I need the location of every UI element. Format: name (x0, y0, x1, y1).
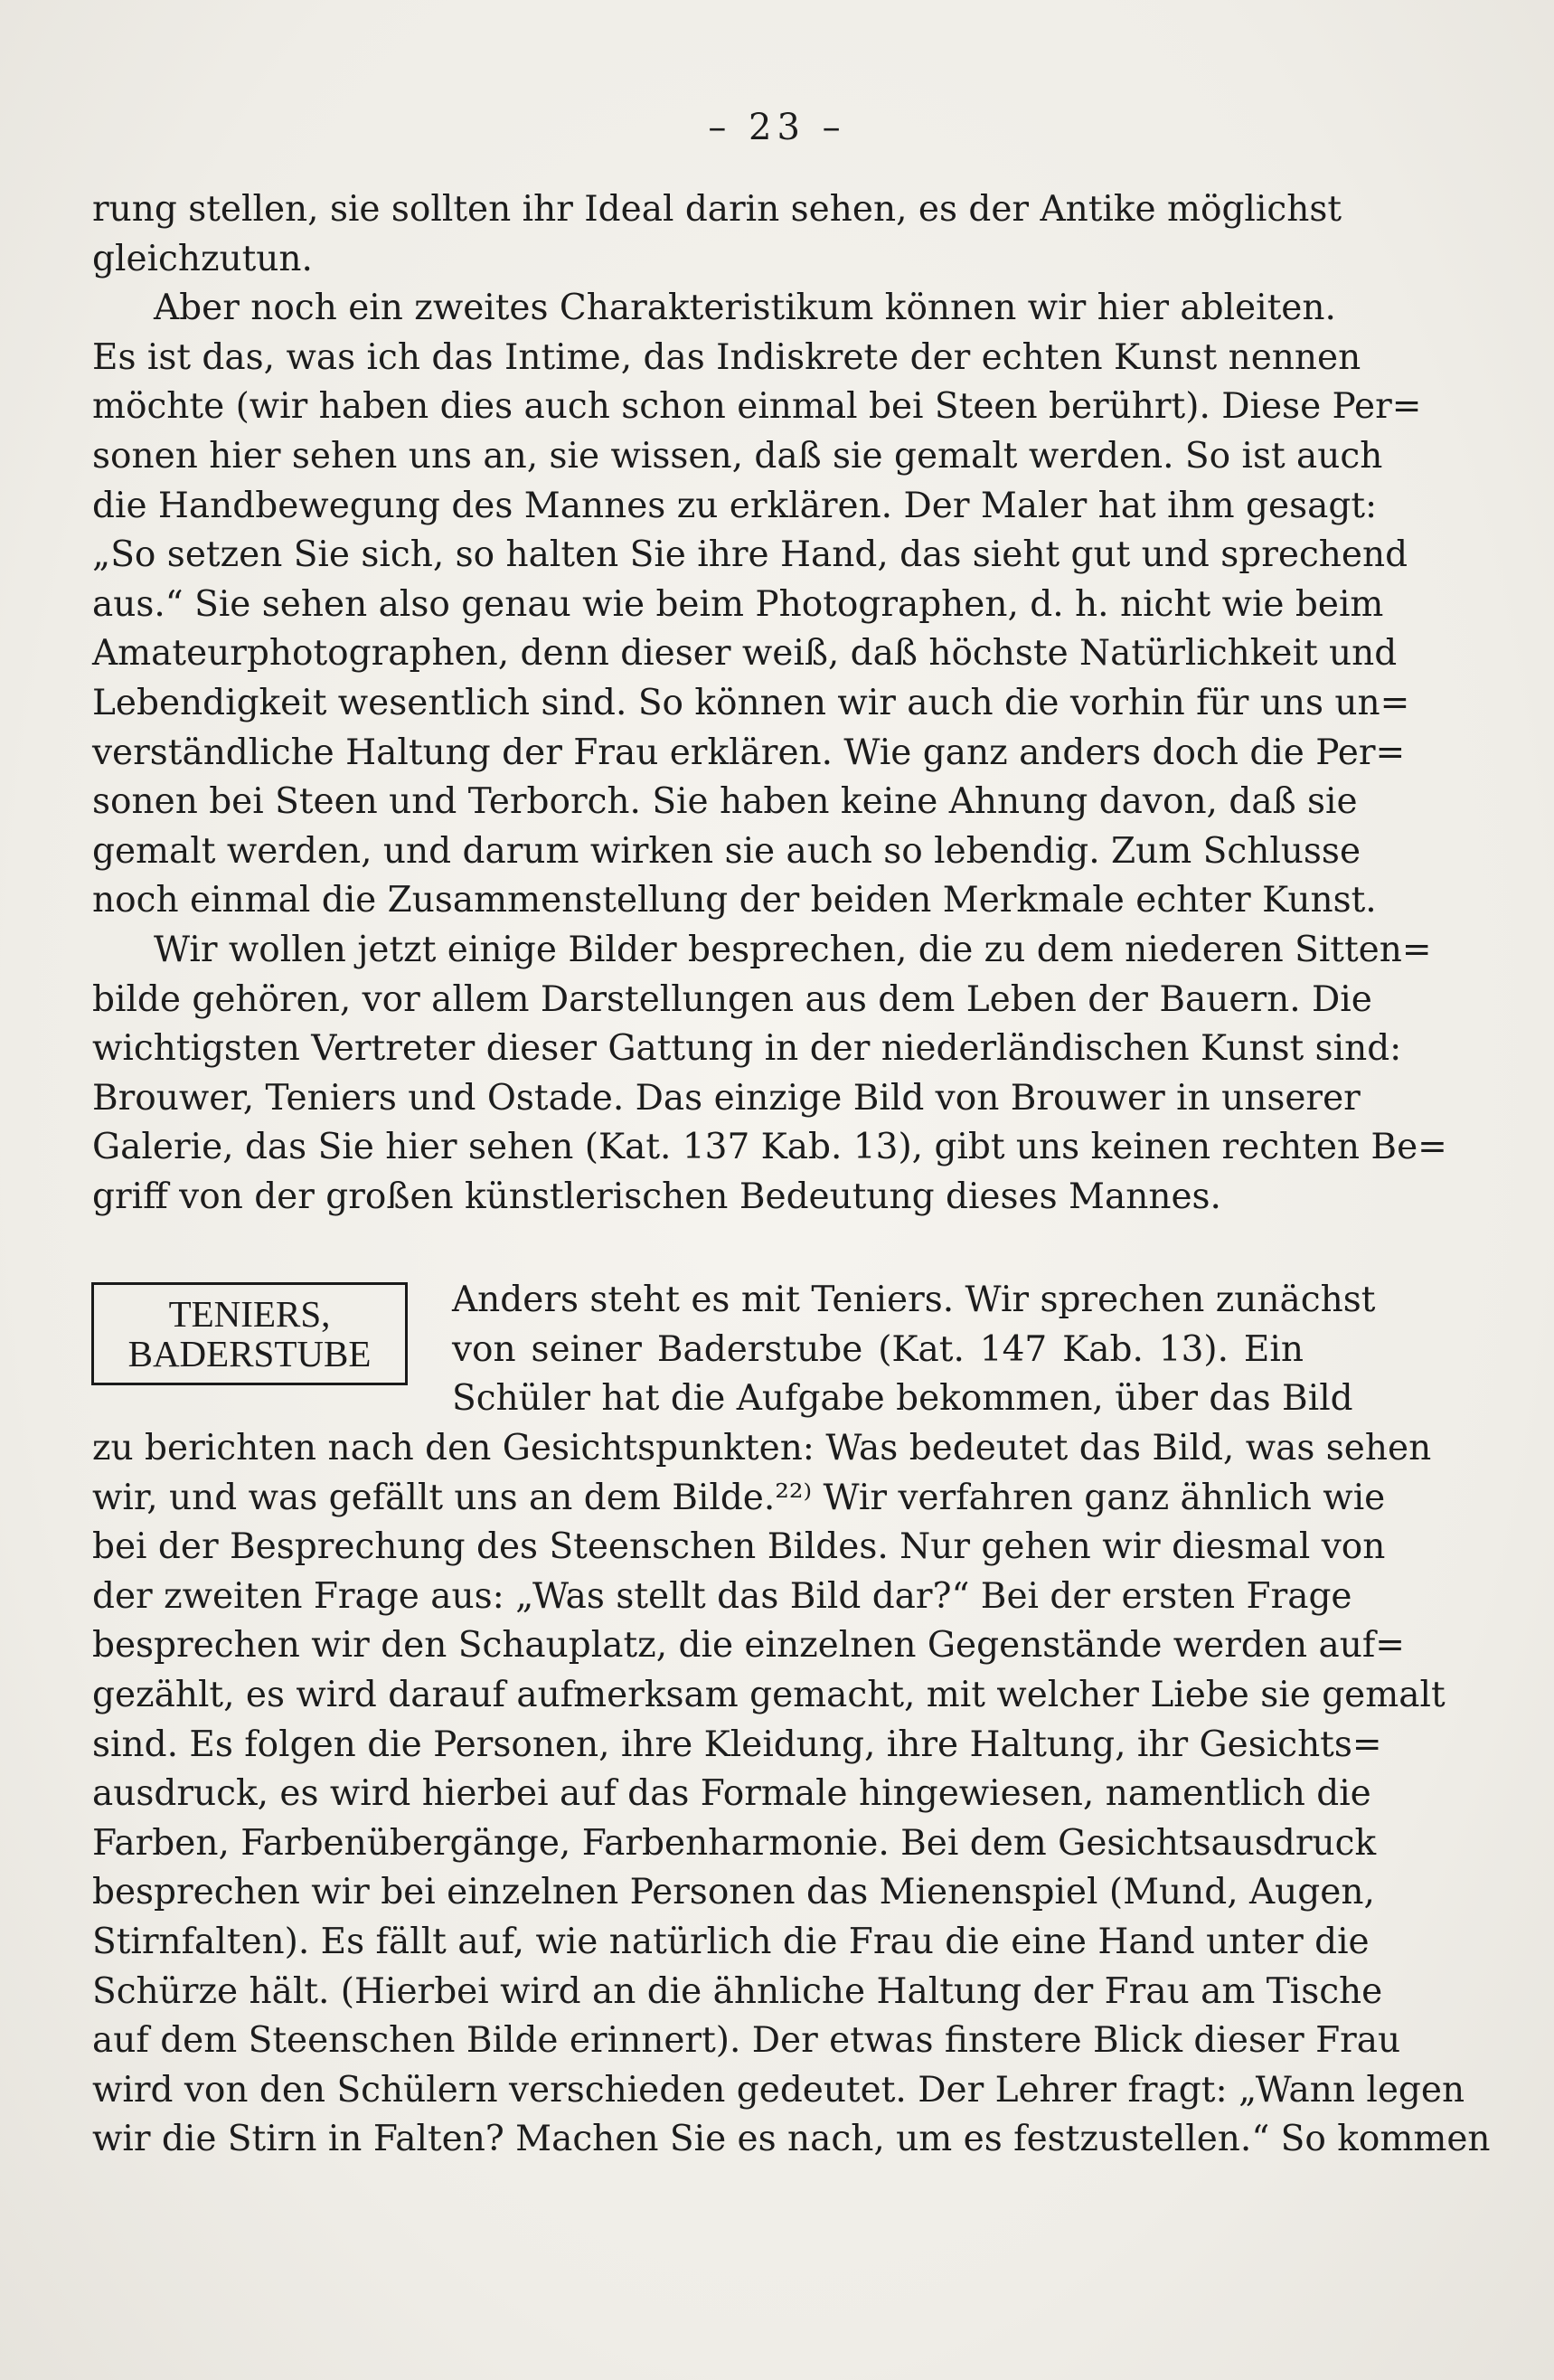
text-line: die Handbewegung des Mannes zu erklären. Der Maler hat ihm gesagt: (92, 485, 1378, 526)
margin-heading-line1: TENIERS, (168, 1293, 331, 1335)
text-line: Lebendigkeit wesentlich sind. So können wir auch die vorhin für uns un= (92, 682, 1410, 723)
text-line: gemalt werden, und darum wirken sie auch so lebendig. Zum Schlusse (92, 830, 1361, 872)
text-line: gezählt, es wird darauf aufmerksam gemacht, mit welcher Liebe sie gemalt (92, 1674, 1446, 1715)
paragraph-block-top (92, 185, 1447, 1222)
text-line: bilde gehören, vor allem Darstellungen aus dem Leben der Bauern. Die (92, 978, 1372, 1020)
text-line: noch einmal die Zusammenstellung der beiden Merkmale echter Kunst. (92, 880, 1377, 921)
text-line: Wir wollen jetzt einige Bilder besprechen, die zu dem niederen Sitten= (154, 929, 1432, 970)
text-line: wird von den Schülern verschieden gedeutet. Der Lehrer fragt: „Wann legen (92, 2069, 1465, 2111)
text-line: griff von der großen künstlerischen Bedeutung dieses Mannes. (92, 1176, 1221, 1217)
text-line: möchte (wir haben dies auch schon einmal bei Steen berührt). Diese Per= (92, 386, 1422, 428)
text-line: Es ist das, was ich das Intime, das Indiskrete der echten Kunst nennen (92, 336, 1361, 378)
text-line: auf dem Steenschen Bilde erinnert). Der etwas finstere Blick dieser Frau (92, 2020, 1401, 2062)
text-line: sonen hier sehen uns an, sie wissen, daß sie gemalt werden. So ist auch (92, 435, 1383, 477)
paragraph-block-bottom (92, 1424, 1491, 2165)
text-line: wir, und was gefällt uns an dem Bilde.²²⁾ Wir verfahren ganz ähnlich wie (92, 1477, 1386, 1518)
text-line: rung stellen, sie sollten ihr Ideal darin sehen, es der Antike möglichst (92, 189, 1342, 230)
text-line: ausdruck, es wird hierbei auf das Formale hingewiesen, namentlich die (92, 1773, 1371, 1815)
text-line: Brouwer, Teniers und Ostade. Das einzige Bild von Brouwer in unserer (92, 1077, 1361, 1119)
margin-heading-box (91, 1282, 408, 1385)
text-line: „So setzen Sie sich, so halten Sie ihre Hand, das sieht gut und sprechend (92, 534, 1408, 576)
text-line: Amateurphotographen, denn dieser weiß, daß höchste Natürlichkeit und (92, 633, 1398, 675)
page-number (0, 107, 1554, 148)
text-line: aus.“ Sie sehen also genau wie beim Photographen, d. h. nicht wie beim (92, 583, 1384, 625)
text-line: besprechen wir den Schauplatz, die einzelnen Gegenstände werden auf= (92, 1625, 1405, 1667)
text-line: bei der Besprechung des Steenschen Bildes. Nur gehen wir diesmal von (92, 1526, 1386, 1568)
margin-heading-line2: BADERSTUBE (127, 1333, 372, 1374)
text-line: sind. Es folgen die Personen, ihre Kleidung, ihre Haltung, ihr Gesichts= (92, 1724, 1382, 1765)
text-line: zu berichten nach den Gesichtspunkten: Was bedeutet das Bild, was sehen (92, 1428, 1432, 1469)
text-line: von seiner Baderstube (Kat. 147 Kab. 13). Ein (452, 1328, 1304, 1370)
text-line: Stirnfalten). Es fällt auf, wie natürlich die Frau die eine Hand unter die (92, 1921, 1370, 1962)
text-line: Schüler hat die Aufgabe bekommen, über das Bild (452, 1378, 1353, 1420)
page-number-text: – 23 – (708, 107, 846, 148)
text-line: wichtigsten Vertreter dieser Gattung in der niederländischen Kunst sind: (92, 1028, 1402, 1070)
text-line: sonen bei Steen und Terborch. Sie haben keine Ahnung davon, daß sie (92, 781, 1358, 823)
text-line: verständliche Haltung der Frau erklären. Wie ganz anders doch die Per= (92, 732, 1406, 773)
text-line: Galerie, das Sie hier sehen (Kat. 137 Kab. 13), gibt uns keinen rechten Be= (92, 1127, 1447, 1168)
text-line: Farben, Farbenübergänge, Farbenharmonie. Bei dem Gesichtsausdruck (92, 1822, 1377, 1864)
text-line: besprechen wir bei einzelnen Personen das Mienenspiel (Mund, Augen, (92, 1872, 1375, 1913)
text-line: der zweiten Frage aus: „Was stellt das Bild dar?“ Bei der ersten Frage (92, 1575, 1352, 1617)
text-line: gleichzutun. (92, 238, 313, 279)
text-line: Anders steht es mit Teniers. Wir sprechen zunächst (452, 1280, 1376, 1320)
text-line: Schürze hält. (Hierbei wird an die ähnliche Haltung der Frau am Tische (92, 1970, 1383, 2012)
text-line: wir die Stirn in Falten? Machen Sie es nach, um es festzustellen.“ So kommen (92, 2119, 1491, 2160)
text-line: Aber noch ein zweites Charakteristikum können wir hier ableiten. (154, 288, 1336, 329)
paragraph-beside-heading (452, 1276, 1376, 1424)
